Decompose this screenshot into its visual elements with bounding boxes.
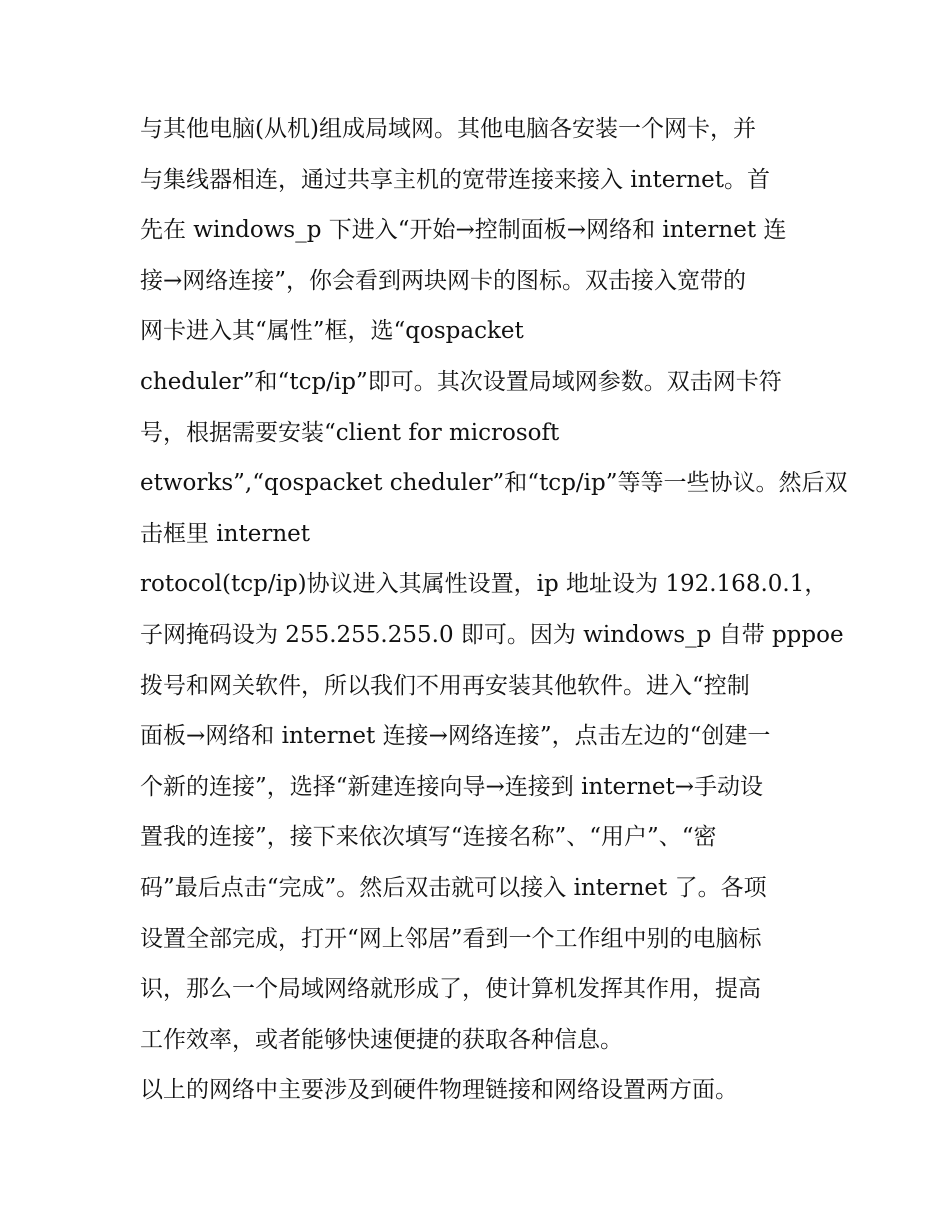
text-line-4: 接→网络连接”，你会看到两块网卡的图标。双击接入宽带的	[140, 267, 747, 294]
text-line-14: 个新的连接”，选择“新建连接向导→连接到 internet→手动设	[140, 773, 764, 800]
text-line-20: 以上的网络中主要涉及到硬件物理链接和网络设置两方面。	[140, 1077, 738, 1104]
text-line-1: 与其他电脑(从机)组成局域网。其他电脑各安装一个网卡，并	[140, 116, 756, 142]
text-line-19: 工作效率，或者能够快速便捷的获取各种信息。	[140, 1026, 623, 1053]
text-line-3: 先在 windows_p 下进入“开始→控制面板→网络和 internet 连	[140, 217, 787, 244]
text-line-5: 网卡进入其“属性”框，选“qospacket	[140, 318, 524, 345]
text-line-13: 面板→网络和 internet 连接→网络连接”，点击左边的“创建一	[140, 723, 771, 750]
text-line-10: rotocol(tcp/ip)协议进入其属性设置，ip 地址设为 192.168.0.1，	[140, 571, 828, 598]
text-line-12: 拨号和网关软件，所以我们不用再安装其他软件。进入“控制	[140, 672, 750, 699]
text-line-15: 置我的连接”，接下来依次填写“连接名称”、“用户”、“密	[140, 824, 717, 851]
text-line-18: 识，那么一个局域网络就形成了，使计算机发挥其作用，提高	[140, 976, 761, 1003]
text-line-2: 与集线器相连，通过共享主机的宽带连接来接入 internet。首	[140, 166, 770, 193]
text-line-7: 号，根据需要安装“client for microsoft	[140, 419, 560, 446]
text-line-17: 设置全部完成，打开“网上邻居”看到一个工作组中别的电脑标	[140, 925, 762, 952]
body-text	[140, 104, 848, 1116]
text-line-8: etworks”,“qospacket cheduler”和“tcp/ip”等等一些协议。然后双	[140, 470, 848, 497]
text-line-9: 击框里 internet	[140, 520, 310, 547]
text-line-11: 子网掩码设为 255.255.255.0 即可。因为 windows_p 自带 pppoe	[140, 621, 844, 648]
text-line-6: cheduler”和“tcp/ip”即可。其次设置局域网参数。双击网卡符	[140, 368, 782, 395]
text-line-16: 码”最后点击“完成”。然后双击就可以接入 internet 了。各项	[140, 874, 767, 901]
